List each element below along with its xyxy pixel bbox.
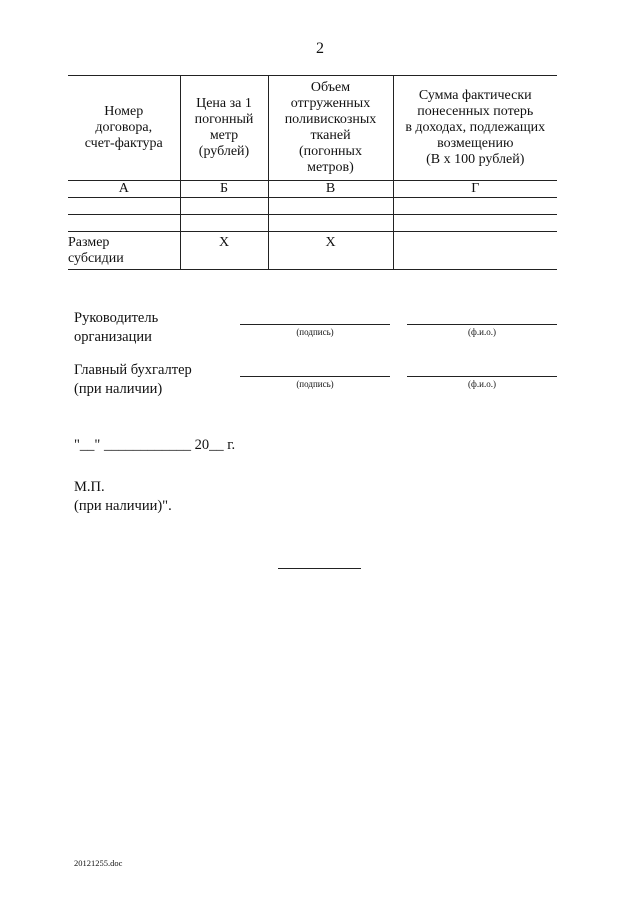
subsidy-row: [68, 232, 557, 270]
accountant-name-caption: (ф.и.о.): [468, 379, 496, 389]
end-divider: [278, 568, 361, 569]
letter-cell: Б: [180, 181, 268, 198]
table-header-row: [68, 76, 557, 181]
empty-cell: [68, 215, 180, 232]
empty-cell: [393, 198, 557, 215]
head-label: Руководитель организации: [74, 310, 159, 345]
head-name-line: [407, 324, 557, 325]
subsidy-amount-cell: [393, 232, 557, 270]
footer-filename: 20121255.doc: [74, 858, 123, 868]
letter-cell: В: [268, 181, 393, 198]
empty-cell: [68, 198, 180, 215]
letter-cell: А: [68, 181, 180, 198]
accountant-signature-line: [240, 376, 390, 377]
empty-cell: [393, 215, 557, 232]
subsidy-volume-cell: Х: [268, 232, 393, 270]
table-row: [68, 215, 557, 232]
header-shipped-volume: Объем отгруженных поливискозных тканей (погонных метров): [268, 76, 393, 181]
table-row: [68, 198, 557, 215]
stamp-note: М.П. (при наличии)".: [74, 479, 172, 514]
table-letters-row: [68, 181, 557, 198]
accountant-name-line: [407, 376, 557, 377]
page-number: 2: [316, 40, 324, 57]
head-name-caption: (ф.и.о.): [468, 327, 496, 337]
head-signature-line: [240, 324, 390, 325]
header-contract-number: Номер договора, счет-фактура: [68, 76, 180, 181]
accountant-signature-caption: (подпись): [296, 379, 334, 389]
empty-cell: [268, 215, 393, 232]
head-signature-caption: (подпись): [296, 327, 334, 337]
header-losses-amount: Сумма фактически понесенных потерь в доходах, подлежащих возмещению (В х 100 рублей): [393, 76, 557, 181]
subsidy-label: Размер субсидии: [68, 232, 180, 270]
letter-cell: Г: [393, 181, 557, 198]
empty-cell: [180, 198, 268, 215]
date-line: "__" ____________ 20__ г.: [74, 437, 236, 453]
empty-cell: [180, 215, 268, 232]
subsidy-price-cell: Х: [180, 232, 268, 270]
header-price-per-meter: Цена за 1 погонный метр (рублей): [180, 76, 268, 181]
empty-cell: [268, 198, 393, 215]
accountant-label: Главный бухгалтер (при наличии): [74, 362, 192, 397]
losses-table: [68, 75, 557, 270]
